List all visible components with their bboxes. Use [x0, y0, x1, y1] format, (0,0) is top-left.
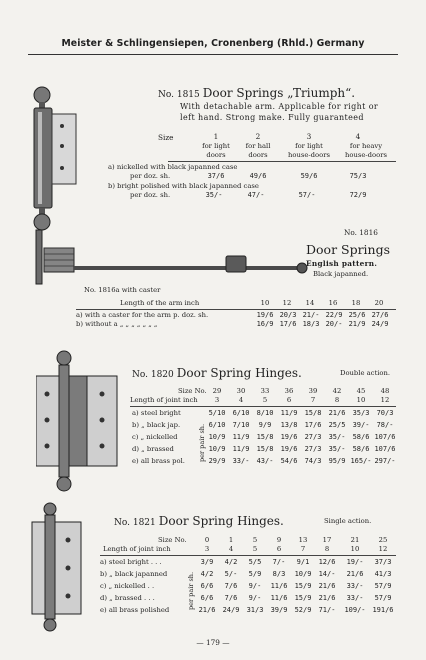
variant-label: No. 1816a with caster — [84, 286, 161, 294]
finish-label: a) nickelled with black japanned case — [108, 163, 238, 171]
size-value: 2 — [255, 132, 261, 141]
arm-length: 14 — [305, 299, 315, 307]
door-use: house-doors — [288, 151, 330, 159]
product-title: Door Spring Hinges. — [176, 366, 302, 380]
price-cell: 8/3 — [272, 570, 286, 578]
price-cell: 57/9 — [374, 582, 392, 590]
price-cell: 27/3 — [304, 445, 322, 453]
price-cell: 43/- — [256, 457, 274, 465]
arm-length-label: Length of the arm inch — [120, 299, 200, 307]
arm-length: 12 — [282, 299, 292, 307]
arm-length: 16 — [328, 299, 338, 307]
finish-label: e) all brass polished — [100, 606, 170, 614]
price-cell: 7/- — [272, 558, 286, 566]
price-cell: 6/6 — [200, 582, 214, 590]
price-cell: 35/- — [328, 445, 346, 453]
price-cell: 25/6 — [348, 311, 366, 319]
header-rule — [28, 54, 398, 55]
joint-length: 6 — [286, 396, 292, 404]
size-label: Size — [158, 133, 174, 142]
price-cell: 47/- — [247, 191, 265, 199]
finish-label: b) bright polished with black japanned case — [108, 182, 259, 190]
joint-length: 8 — [324, 545, 330, 553]
product-description: left hand. Strong make. Fully guaranteed — [180, 113, 364, 122]
size-label: Size No. — [178, 387, 207, 395]
price-cell: 5/- — [224, 570, 238, 578]
price-cell: 95/9 — [328, 457, 346, 465]
size-number: 9 — [276, 536, 282, 544]
door-spring-english-illustration — [30, 226, 310, 288]
double-action-hinge-illustration — [36, 350, 128, 492]
price-cell: 17/6 — [304, 421, 322, 429]
price-cell: 6/10 — [208, 421, 226, 429]
price-cell: 7/6 — [224, 594, 238, 602]
door-use: for light — [202, 142, 230, 150]
joint-length: 12 — [380, 396, 390, 404]
arm-length: 10 — [260, 299, 270, 307]
price-cell: 21/- — [302, 311, 320, 319]
size-label: Size No. — [158, 536, 187, 544]
price-cell: 58/6 — [352, 433, 370, 441]
finish-unit: per doz. sh. — [130, 172, 171, 180]
size-number: 33 — [260, 387, 270, 395]
price-cell: 33/- — [232, 457, 250, 465]
finish-label: d) „ brassed — [132, 445, 174, 453]
price-cell: 9/- — [248, 594, 262, 602]
price-cell: 9/- — [248, 582, 262, 590]
product-title: Door Springs „Triumph“. — [202, 86, 356, 100]
finish-label: a) steel bright — [132, 409, 181, 417]
price-cell: 19/6 — [280, 445, 298, 453]
product-title: Door Springs — [306, 242, 391, 257]
table-rule — [76, 309, 396, 310]
joint-length-label: Length of joint inch — [103, 545, 171, 553]
size-number: 30 — [236, 387, 246, 395]
product-heading-1815 — [158, 86, 355, 100]
arm-length: 18 — [351, 299, 361, 307]
finish-label: a) steel bright . . . — [100, 558, 162, 566]
price-cell: 21/6 — [318, 594, 336, 602]
finish-label: e) all brass pol. — [132, 457, 185, 465]
product-title: Door Spring Hinges. — [158, 514, 284, 528]
price-cell: 21/6 — [318, 582, 336, 590]
price-cell: 9/1 — [296, 558, 310, 566]
size-value: 3 — [306, 132, 312, 141]
product-number: No. 1821 — [114, 518, 156, 528]
price-cell: 17/6 — [279, 320, 297, 328]
price-cell: 35/- — [328, 433, 346, 441]
size-number: 25 — [378, 536, 388, 544]
price-cell: 21/6 — [328, 409, 346, 417]
product-description: With detachable arm. Applicable for right or — [180, 102, 379, 111]
price-cell: 11/6 — [270, 594, 288, 602]
price-cell: 49/6 — [249, 172, 267, 180]
price-cell: 27/3 — [304, 433, 322, 441]
price-cell: 13/8 — [280, 421, 298, 429]
price-cell: 21/6 — [198, 606, 216, 614]
price-cell: 25/5 — [328, 421, 346, 429]
joint-length: 12 — [378, 545, 388, 553]
price-cell: 191/6 — [372, 606, 394, 614]
joint-length: 8 — [334, 396, 340, 404]
price-cell: 57/- — [298, 191, 316, 199]
single-action-hinge-illustration — [30, 502, 86, 632]
price-cell: 107/6 — [374, 445, 396, 453]
table-rule — [130, 406, 396, 407]
price-cell: 19/6 — [256, 311, 274, 319]
joint-length: 5 — [252, 545, 258, 553]
page-number: — 179 — — [196, 638, 230, 647]
price-cell: 54/6 — [280, 457, 298, 465]
size-value: 1 — [213, 132, 219, 141]
price-cell: 37/6 — [207, 172, 225, 180]
price-cell: 33/- — [346, 582, 364, 590]
product-number: No. 1820 — [132, 370, 174, 380]
size-number: 1 — [228, 536, 234, 544]
price-cell: 165/- — [350, 457, 372, 465]
joint-length: 3 — [214, 396, 220, 404]
price-cell: 35/- — [205, 191, 223, 199]
finish-label: c) „ nickelled — [132, 433, 178, 441]
door-use: house-doors — [345, 151, 387, 159]
joint-length: 5 — [262, 396, 268, 404]
joint-length: 3 — [204, 545, 210, 553]
price-cell: 15/8 — [256, 433, 274, 441]
price-cell: 7/6 — [224, 582, 238, 590]
price-cell: 71/- — [318, 606, 336, 614]
price-cell: 297/- — [374, 457, 396, 465]
finish-label: b) „ black japanned — [100, 570, 168, 578]
price-cell: 10/9 — [294, 570, 312, 578]
price-unit: per pair sh. — [187, 571, 195, 610]
product-heading-1821 — [114, 514, 284, 528]
price-cell: 24/9 — [222, 606, 240, 614]
product-subtitle: English pattern. — [306, 259, 378, 268]
price-cell: 10/9 — [208, 445, 226, 453]
finish-label: b) „ black jap. — [132, 421, 181, 429]
price-cell: 24/9 — [371, 320, 389, 328]
size-number: 42 — [332, 387, 342, 395]
joint-length: 10 — [350, 545, 360, 553]
price-cell: 41/3 — [374, 570, 392, 578]
size-number: 21 — [350, 536, 360, 544]
size-number: 13 — [298, 536, 308, 544]
joint-length: 7 — [300, 545, 306, 553]
joint-length: 4 — [238, 396, 244, 404]
page-header: Meister & Schlingensiepen, Cronenberg (Rhld.) Germany — [61, 38, 365, 49]
price-cell: 22/9 — [325, 311, 343, 319]
price-cell: 75/3 — [349, 172, 367, 180]
price-cell: 3/9 — [200, 558, 214, 566]
price-cell: 5/9 — [248, 570, 262, 578]
action-type: Single action. — [324, 517, 372, 525]
price-cell: 19/6 — [280, 433, 298, 441]
door-use: doors — [248, 151, 268, 159]
price-cell: 6/10 — [232, 409, 250, 417]
joint-length: 7 — [310, 396, 316, 404]
price-cell: 52/9 — [294, 606, 312, 614]
price-cell: 107/6 — [374, 433, 396, 441]
price-cell: 39/9 — [270, 606, 288, 614]
price-cell: 15/9 — [294, 594, 312, 602]
size-number: 48 — [380, 387, 390, 395]
table-rule — [168, 161, 396, 162]
price-cell: 59/6 — [300, 172, 318, 180]
price-cell: 5/10 — [208, 409, 226, 417]
price-cell: 16/9 — [256, 320, 274, 328]
price-cell: 27/6 — [371, 311, 389, 319]
price-cell: 70/3 — [376, 409, 394, 417]
table-rule — [100, 555, 396, 556]
joint-length-label: Length of joint inch — [130, 396, 198, 404]
price-cell: 11/6 — [270, 582, 288, 590]
price-cell: 35/3 — [352, 409, 370, 417]
finish-unit: per doz. sh. — [130, 191, 171, 199]
price-cell: 15/9 — [294, 582, 312, 590]
price-cell: 39/- — [352, 421, 370, 429]
price-cell: 37/3 — [374, 558, 392, 566]
price-cell: 11/9 — [232, 433, 250, 441]
price-cell: 21/9 — [348, 320, 366, 328]
door-use: doors — [206, 151, 226, 159]
product-finish: Black japanned. — [313, 270, 369, 278]
action-type: Double action. — [340, 369, 391, 377]
product-number: No. 1815 — [158, 90, 200, 100]
finish-label: c) „ nickelled . . — [100, 582, 155, 590]
price-cell: 9/9 — [258, 421, 272, 429]
price-cell: 4/2 — [224, 558, 238, 566]
price-cell: 72/9 — [349, 191, 367, 199]
price-cell: 21/6 — [346, 570, 364, 578]
price-cell: 33/- — [346, 594, 364, 602]
price-cell: 74/3 — [304, 457, 322, 465]
price-cell: 11/9 — [232, 445, 250, 453]
joint-length: 4 — [228, 545, 234, 553]
price-cell: 4/2 — [200, 570, 214, 578]
size-number: 36 — [284, 387, 294, 395]
product-heading-1820 — [132, 366, 302, 380]
price-cell: 6/6 — [200, 594, 214, 602]
price-cell: 109/- — [344, 606, 366, 614]
joint-length: 10 — [356, 396, 366, 404]
price-cell: 31/3 — [246, 606, 264, 614]
size-number: 17 — [322, 536, 332, 544]
caster-row-label: a) with a caster for the arm p. doz. sh. — [76, 311, 209, 319]
price-cell: 5/5 — [248, 558, 262, 566]
product-number: No. 1816 — [344, 228, 378, 237]
arm-length: 20 — [374, 299, 384, 307]
finish-label: d) „ brassed . . . — [100, 594, 155, 602]
door-use: for heavy — [349, 142, 383, 150]
price-cell: 29/9 — [208, 457, 226, 465]
price-cell: 10/9 — [208, 433, 226, 441]
price-cell: 15/8 — [256, 445, 274, 453]
door-spring-triumph-illustration — [22, 86, 84, 232]
price-unit: per pair sh. — [198, 423, 206, 462]
price-cell: 57/9 — [374, 594, 392, 602]
price-cell: 15/8 — [304, 409, 322, 417]
size-value: 4 — [355, 132, 361, 141]
size-number: 0 — [204, 536, 210, 544]
price-cell: 18/3 — [302, 320, 320, 328]
joint-length: 6 — [276, 545, 282, 553]
price-cell: 19/- — [346, 558, 364, 566]
caster-row-label: b) without a „ „ „ „ „ „ „ — [76, 320, 158, 328]
price-cell: 58/6 — [352, 445, 370, 453]
price-cell: 78/- — [376, 421, 394, 429]
size-number: 39 — [308, 387, 318, 395]
price-cell: 11/9 — [280, 409, 298, 417]
price-cell: 14/- — [318, 570, 336, 578]
price-cell: 12/6 — [318, 558, 336, 566]
price-cell: 20/3 — [279, 311, 297, 319]
size-number: 45 — [356, 387, 366, 395]
door-use: for hall — [245, 142, 271, 150]
price-cell: 20/- — [325, 320, 343, 328]
price-cell: 7/10 — [232, 421, 250, 429]
door-use: for light — [295, 142, 323, 150]
price-cell: 8/10 — [256, 409, 274, 417]
size-number: 5 — [252, 536, 258, 544]
size-number: 29 — [212, 387, 222, 395]
